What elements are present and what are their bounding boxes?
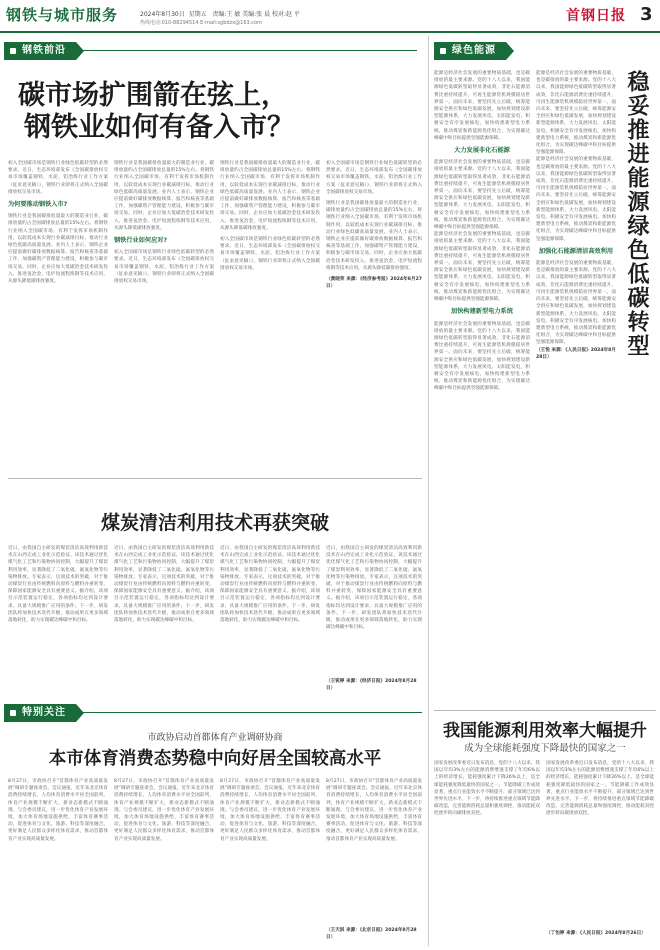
article5-col2: 国家发展改革委近日发布消息，党的十八大以来，我国以年均3%左右的能源消费增速支撑了年均6%以上的经济增长，能耗强度累计下降26%以上，是全球能耗强度降低最快的国家之一。节能降碳工作成效显著，重点行业能效水平不断提升，部分领域已达到世界先进水平。下一步，将持续推进重点领域节能降碳改造，完善能源消耗总量和强度调控，推动能耗双控逐步转向碳排放双控。 [546,761,654,817]
article3-col4: 8月27日，市政协召开"首都体育产业高质量发展"调研专题座谈会。会议通报，近年来北京体育消费持续增长，人均体育消费水平居全国前列，体育产业规模不断扩大，新业态新模式不断涌现。与会委员建议，进一步优化体育产业发展环境，加大体育场地设施供给，丰富体育赛事活动，促进体育与文化、旅游、科技等深度融合，更好满足人民群众多样化体育需求，推动首都体育产业实现高质量发展。 [326,779,422,842]
header-date-line [140,9,300,18]
article4-subhead2: 加快构建新型电力系统 [451,308,513,316]
article3-col2: 8月27日，市政协召开"首都体育产业高质量发展"调研专题座谈会。会议通报，近年来北京体育消费持续增长，人均体育消费水平居全国前列，体育产业规模不断扩大，新业态新模式不断涌现。与会委员建议，进一步优化体育产业发展环境，加大体育场地设施供给，丰富体育赛事活动，促进体育与文化、旅游、科技等深度融合，更好满足人民群众多样化体育需求，推动首都体育产业实现高质量发展。 [114,779,214,842]
article1-source: （黄晓荣 来源：《经济参考报》2024年8月27日） [326,277,422,290]
article1-body-f: 初入全国碳市场是钢铁行业绿色低碳转型的必然要求。近日，生态环境部发布《全国碳排放权交易市场覆盖钢铁、水泥、铝冶炼行业工作方案（征求意见稿）》，钢铁行业即将正式纳入全国碳排放权交易市场。 [326,161,422,195]
tag-steel-front [4,42,84,60]
article4-body-d: 能源是经济社会发展的重要物质基础，也是碳排放的最主要来源。党的十八大以来，我国能源绿色低碳转型取得显著成效，非化石能源消费比重持续提升，可再生能源装机规模稳居世界第一。面向未来，要坚持先立后破，统筹能源安全供应和绿色低碳发展，加快规划建设新型能源体系，大力发展风电、太阳能发电，积极安全有序发展核电，加快构建新型电力系统，推动煤炭和新能源优化组合，为实现碳达峰碳中和目标提供坚强能源保障。 [434,321,530,392]
tag-label: 钢铁前沿 [22,45,66,56]
article3-col1: 8月27日，市政协召开"首都体育产业高质量发展"调研专题座谈会。会议通报，近年来北京体育消费持续增长，人均体育消费水平居全国前列，体育产业规模不断扩大，新业态新模式不断涌现。与会委员建议，进一步优化体育产业发展环境，加大体育场地设施供给，丰富体育赛事活动，促进体育与文化、旅游、科技等深度融合，更好满足人民群众多样化体育需求，推动首都体育产业实现高质量发展。 [8,779,108,842]
article1-col4 [326,160,422,470]
tag-special [4,704,84,722]
column-divider [428,36,429,946]
article2-col3: 近日，由我国自主研发的煤炭清洁高效利用新技术在山西完成工业化示范验证。该技术通过优化煤气化工艺和污染物协同控制，大幅提升了煤炭利用效率，显著降低了二氧化硫、氮氧化物等污染物排放。专家表示，这项技术的突破，对于推动煤炭行业由传统燃料向原料与燃料并重转变、保障国家能源安全具有重要意义。据介绍，该项目示范装置运行稳定，各项指标均达到设计要求，具备大规模推广应用的条件。下一步，研发团队将加快技术迭代升级，推动成果在更多领域落地转化，助力实现碳达峰碳中和目标。 [220,546,320,624]
article2-col4: 近日，由我国自主研发的煤炭清洁高效利用新技术在山西完成工业化示范验证。该技术通过优化煤气化工艺和污染物协同控制，大幅提升了煤炭利用效率，显著降低了二氧化硫、氮氧化物等污染物排放。专家表示，这项技术的突破，对于推动煤炭行业由传统燃料向原料与燃料并重转变、保障国家能源安全具有重要意义。据介绍，该项目示范装置运行稳定，各项指标均达到设计要求，具备大规模推广应用的条件。下一步，研发团队将加快技术迭代升级，推动成果在更多领域落地转化，助力实现碳达峰碳中和目标。 [326,546,422,631]
article1-body-c: 初入全国碳市场是钢铁行业绿色低碳转型的必然要求。近日，生态环境部发布《全国碳排放权交易市场覆盖钢铁、水泥、铝冶炼行业工作方案（征求意见稿）》，钢铁行业即将正式纳入全国碳排放权交易市场。 [114,250,214,285]
article4-body-c: 能源是经济社会发展的重要物质基础，也是碳排放的最主要来源。党的十八大以来，我国能源绿色低碳转型取得显著成效，非化石能源消费比重持续提升，可再生能源装机规模稳居世界第一。面向未来，要坚持先立后破，统筹能源安全供应和绿色低碳发展，加快规划建设新型能源体系，大力发展风电、太阳能发电，积极安全有序发展核电，加快构建新型电力系统，推动煤炭和新能源优化组合，为实现碳达峰碳中和目标提供坚强能源保障。 [434,232,530,303]
article4-subhead3: 加强化石能源清洁高效利用 [538,247,614,255]
article1-body-a: 钢铁行业是我国碳排放量最大的制造业行业，碳排放量约占全国碳排放总量的15%左右。将钢铁行业纳入全国碳市场，有利于发挥市场机制作用，以较低成本实现行业碳减排目标，推动行业绿色低碳高质量发展。业内人士表示，钢铁企业应提前做好碳排放数据核算、报告和核查等基础工作，加强碳资产管理能力建设，积极参与碳市场交易。同时，企业应加大低碳冶金技术研发投入，推进氢冶金、电炉短流程炼钢等技术应用，从源头降低碳排放强度。 [8,214,108,285]
header-editors: 责编:王 敏 美编:张 晨 校对:赵 平 [212,11,300,18]
article1-lead: 初入全国碳市场是钢铁行业绿色低碳转型的必然要求。近日，生态环境部发布《全国碳排放权交易市场覆盖钢铁、水泥、铝冶炼行业工作方案（征求意见稿）》，钢铁行业即将正式纳入全国碳排放权交易市场。 [8,161,108,195]
section-divider [434,710,656,711]
article4-body-f: 能源是经济社会发展的重要物质基础，也是碳排放的最主要来源。党的十八大以来，我国能源绿色低碳转型取得显著成效，非化石能源消费比重持续提升，可再生能源装机规模稳居世界第一。面向未来，要坚持先立后破，统筹能源安全供应和绿色低碳发展，加快规划建设新型能源体系，大力发展风电、太阳能发电，积极安全有序发展核电，加快构建新型电力系统，推动煤炭和新能源优化组合，为实现碳达峰碳中和目标提供坚强能源保障。 [536,157,616,242]
article1-body-e: 初入全国碳市场是钢铁行业绿色低碳转型的必然要求。近日，生态环境部发布《全国碳排放权交易市场覆盖钢铁、水泥、铝冶炼行业工作方案（征求意见稿）》，钢铁行业即将正式纳入全国碳排放权交易市场。 [220,237,320,271]
header-date: 2024年8月30日 [140,11,185,18]
tag-label: 特别关注 [22,707,66,718]
newspaper-logo: 首钢日报 [566,8,626,24]
page-number: 3 [640,4,653,25]
article1-col1 [8,160,108,470]
article5-headline: 我国能源利用效率大幅提升 [443,721,647,741]
article1-subhead1: 为何要推动钢铁入市? [8,201,68,209]
article4-col1 [434,70,530,710]
tag-dot-icon [440,48,446,54]
article1-col2 [114,160,214,470]
article1-headline [18,80,294,144]
tag-rule [82,712,422,713]
article2-headline: 煤炭清洁利用技术再获突破 [100,512,329,534]
article4-body-g: 能源是经济社会发展的重要物质基础，也是碳排放的最主要来源。党的十八大以来，我国能源绿色低碳转型取得显著成效，非化石能源消费比重持续提升，可再生能源装机规模稳居世界第一。面向未来，要坚持先立后破，统筹能源安全供应和绿色低碳发展，加快规划建设新型能源体系，大力发展风电、太阳能发电，积极安全有序发展核电，加快构建新型电力系统，推动煤炭和新能源优化组合，为实现碳达峰碳中和目标提供坚强能源保障。 [536,261,616,346]
article1-headline-line2: 钢铁业如何有备入市？ [24,112,294,143]
article1-body-g: 钢铁行业是我国碳排放量最大的制造业行业，碳排放量约占全国碳排放总量的15%左右。将钢铁行业纳入全国碳市场，有利于发挥市场机制作用，以较低成本实现行业碳减排目标，推动行业绿色低碳高质量发展。业内人士表示，钢铁企业应提前做好碳排放数据核算、报告和核查等基础工作，加强碳资产管理能力建设，积极参与碳市场交易。同时，企业应加大低碳冶金技术研发投入，推进氢冶金、电炉短流程炼钢等技术应用，从源头降低碳排放强度。 [326,201,422,271]
article5-col1: 国家发展改革委近日发布消息，党的十八大以来，我国以年均3%左右的能源消费增速支撑了年均6%以上的经济增长，能耗强度累计下降26%以上，是全球能耗强度降低最快的国家之一。节能降碳工作成效显著，重点行业能效水平不断提升，部分领域已达到世界先进水平。下一步，将持续推进重点领域节能降碳改造，完善能源消耗总量和强度调控，推动能耗双控逐步转向碳排放双控。 [434,761,540,817]
article1-headline-line1: 碳市场扩围箭在弦上， [18,80,288,111]
article4-body-a: 能源是经济社会发展的重要物质基础，也是碳排放的最主要来源。党的十八大以来，我国能源绿色低碳转型取得显著成效，非化石能源消费比重持续提升，可再生能源装机规模稳居世界第一。面向未来，要坚持先立后破，统筹能源安全供应和绿色低碳发展，加快规划建设新型能源体系，大力发展风电、太阳能发电，积极安全有序发展核电，加快构建新型电力系统，推动煤炭和新能源优化组合，为实现碳达峰碳中和目标提供坚强能源保障。 [434,71,530,141]
tag-green-energy [434,42,514,60]
header-contact: 热线电话:010-88294514 E-mail:sgbdzx@163.com [140,20,262,26]
article2-col1: 近日，由我国自主研发的煤炭清洁高效利用新技术在山西完成工业化示范验证。该技术通过优化煤气化工艺和污染物协同控制，大幅提升了煤炭利用效率，显著降低了二氧化硫、氮氧化物等污染物排放。专家表示，这项技术的突破，对于推动煤炭行业由传统燃料向原料与燃料并重转变、保障国家能源安全具有重要意义。据介绍，该项目示范装置运行稳定，各项指标均达到设计要求，具备大规模推广应用的条件。下一步，研发团队将加快技术迭代升级，推动成果在更多领域落地转化，助力实现碳达峰碳中和目标。 [8,546,108,624]
article5-subheadline: 成为全球能耗强度下降最快的国家之一 [464,743,626,754]
tag-label: 绿色能源 [452,45,496,56]
tag-arrow-icon [76,704,84,722]
article1-body-b: 钢铁行业是我国碳排放量最大的制造业行业，碳排放量约占全国碳排放总量的15%左右。将钢铁行业纳入全国碳市场，有利于发挥市场机制作用，以较低成本实现行业碳减排目标，推动行业绿色低碳高质量发展。业内人士表示，钢铁企业应提前做好碳排放数据核算、报告和核查等基础工作，加强碳资产管理能力建设，积极参与碳市场交易。同时，企业应加大低碳冶金技术研发投入，推进氢冶金、电炉短流程炼钢等技术应用，从源头降低碳排放强度。 [114,161,214,231]
article3-col3: 8月27日，市政协召开"首都体育产业高质量发展"调研专题座谈会。会议通报，近年来北京体育消费持续增长，人均体育消费水平居全国前列，体育产业规模不断扩大，新业态新模式不断涌现。与会委员建议，进一步优化体育产业发展环境，加大体育场地设施供给，丰富体育赛事活动，促进体育与文化、旅游、科技等深度融合，更好满足人民群众多样化体育需求，推动首都体育产业实现高质量发展。 [220,779,320,842]
tag-dot-icon [10,48,16,54]
article4-source: （王悦 来源：《人民日报》2024年8月28日） [536,347,616,360]
article4-headline: 稳妥推进能源绿色低碳转型 [624,70,650,358]
article2-col2: 近日，由我国自主研发的煤炭清洁高效利用新技术在山西完成工业化示范验证。该技术通过优化煤气化工艺和污染物协同控制，大幅提升了煤炭利用效率，显著降低了二氧化硫、氮氧化物等污染物排放。专家表示，这项技术的突破，对于推动煤炭行业由传统燃料向原料与燃料并重转变、保障国家能源安全具有重要意义。据介绍，该项目示范装置运行稳定，各项指标均达到设计要求，具备大规模推广应用的条件。下一步，研发团队将加快技术迭代升级，推动成果在更多领域落地转化，助力实现碳达峰碳中和目标。 [114,546,214,624]
tag-rule [82,50,417,51]
tag-arrow-icon [76,42,84,60]
tag-arrow-icon [506,42,514,60]
article5-source: （丁怡婷 来源：《人民日报》2024年8月26日） [546,931,646,936]
article4-body-b: 能源是经济社会发展的重要物质基础，也是碳排放的最主要来源。党的十八大以来，我国能源绿色低碳转型取得显著成效，非化石能源消费比重持续提升，可再生能源装机规模稳居世界第一。面向未来，要坚持先立后破，统筹能源安全供应和绿色低碳发展，加快规划建设新型能源体系，大力发展风电、太阳能发电，积极安全有序发展核电，加快构建新型电力系统，推动煤炭和新能源优化组合，为实现碳达峰碳中和目标提供坚强能源保障。 [434,160,530,231]
article3-headline: 本市体育消费态势稳中向好居全国较高水平 [48,749,382,769]
article4-body-e: 能源是经济社会发展的重要物质基础，也是碳排放的最主要来源。党的十八大以来，我国能源绿色低碳转型取得显著成效，非化石能源消费比重持续提升，可再生能源装机规模稳居世界第一。面向未来，要坚持先立后破，统筹能源安全供应和绿色低碳发展，加快规划建设新型能源体系，大力发展风电、太阳能发电，积极安全有序发展核电，加快构建新型电力系统，推动煤炭和新能源优化组合，为实现碳达峰碳中和目标提供坚强能源保障。 [536,71,616,156]
article1-body-d: 钢铁行业是我国碳排放量最大的制造业行业，碳排放量约占全国碳排放总量的15%左右。将钢铁行业纳入全国碳市场，有利于发挥市场机制作用，以较低成本实现行业碳减排目标，推动行业绿色低碳高质量发展。业内人士表示，钢铁企业应提前做好碳排放数据核算、报告和核查等基础工作，加强碳资产管理能力建设，积极参与碳市场交易。同时，企业应加大低碳冶金技术研发投入，推进氢冶金、电炉短流程炼钢等技术应用，从源头降低碳排放强度。 [220,161,320,231]
article1-col3 [220,160,320,470]
article4-col2 [536,70,616,710]
tag-dot-icon [10,710,16,716]
section-divider [8,478,422,479]
section-title: 钢铁与城市服务 [6,6,119,24]
article4-subhead1: 大力发展非化石能源 [454,147,510,155]
header-weekday: 星期五 [188,11,207,18]
article3-source: （王天淇 来源：《北京日报》2024年8月28日） [326,928,417,940]
article2-source: （王锐婷 来源：《经济日报》2024年8月28日） [326,679,417,691]
article1-subhead2: 钢铁行业如何应对? [114,237,168,245]
header-rule [0,31,660,33]
article3-kicker: 市政协启动首都体育产业调研协商 [147,733,283,743]
